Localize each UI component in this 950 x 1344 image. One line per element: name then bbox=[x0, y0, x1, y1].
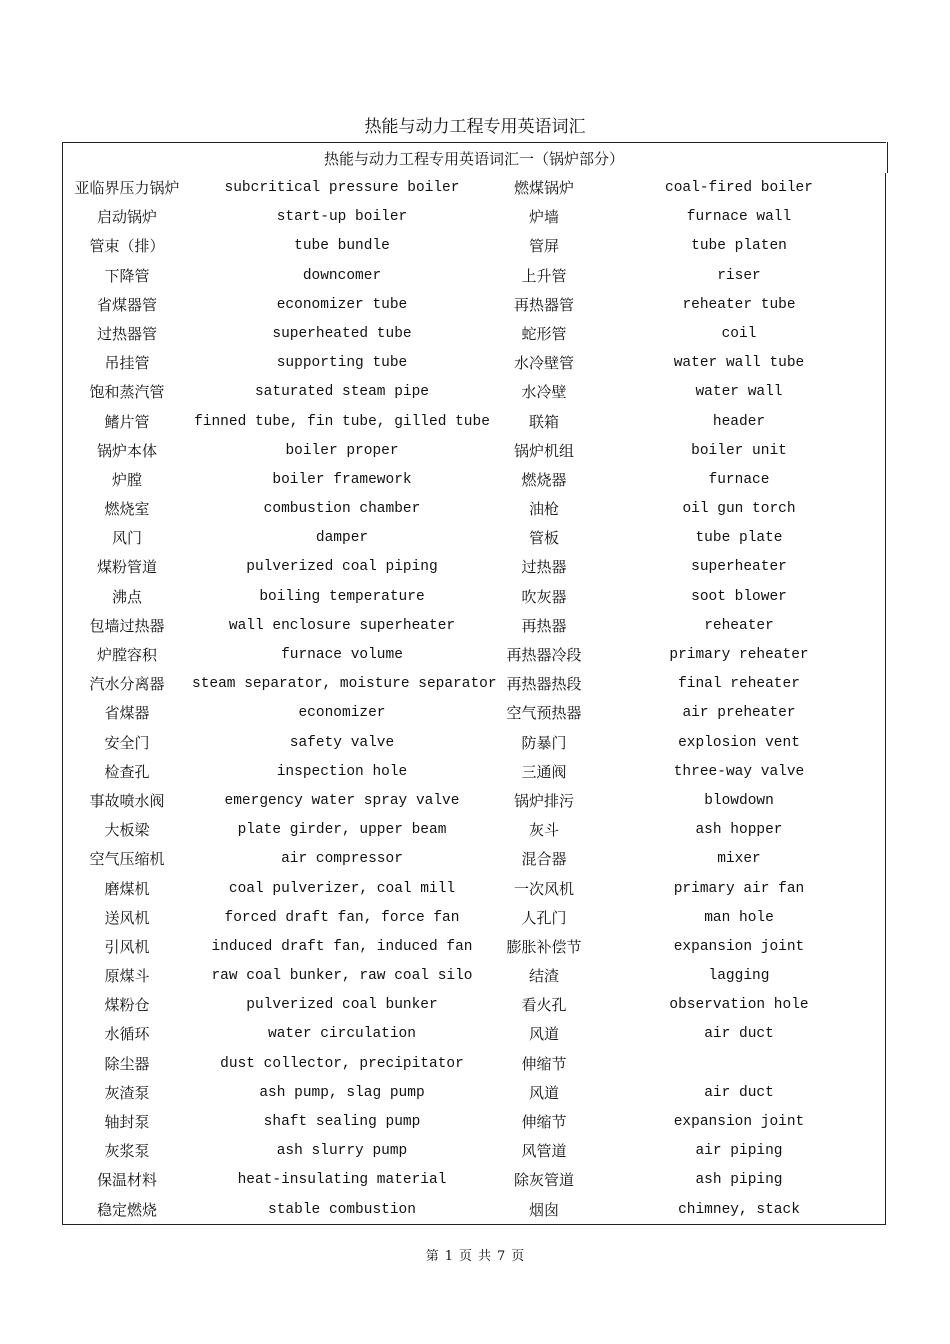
vocabulary-table bbox=[62, 174, 886, 1225]
term-chinese-right: 人孔门 bbox=[521, 908, 567, 927]
term-chinese-right: 结渣 bbox=[528, 967, 559, 986]
term-chinese-left: 事故喷水阀 bbox=[89, 791, 165, 810]
table-row bbox=[62, 845, 886, 874]
term-english-right: air piping bbox=[695, 1143, 783, 1160]
term-english-left: air compressor bbox=[281, 851, 403, 868]
term-english-right: water wall tube bbox=[673, 355, 805, 372]
term-english-right: three-way valve bbox=[673, 763, 805, 780]
term-english-left: inspection hole bbox=[276, 763, 408, 780]
term-english-right: expansion joint bbox=[673, 938, 805, 955]
term-chinese-left: 煤粉仓 bbox=[104, 996, 150, 1015]
term-english-right: ash piping bbox=[695, 1172, 783, 1189]
term-english-right: ash hopper bbox=[695, 822, 783, 839]
term-chinese-left: 灰浆泵 bbox=[104, 1142, 150, 1161]
term-english-left: boiler proper bbox=[285, 442, 399, 459]
term-english-left: raw coal bunker, raw coal silo bbox=[211, 968, 473, 985]
term-chinese-left: 保温材料 bbox=[96, 1171, 157, 1190]
table-row bbox=[62, 1050, 886, 1079]
term-english-left: steam separator, moisture separator bbox=[192, 676, 497, 693]
term-chinese-right: 再热器 bbox=[521, 616, 567, 635]
term-chinese-right: 油枪 bbox=[528, 500, 559, 519]
table-row bbox=[62, 875, 886, 904]
term-chinese-right: 管屏 bbox=[528, 237, 559, 256]
table-row bbox=[62, 962, 886, 991]
term-chinese-left: 炉膛容积 bbox=[96, 646, 157, 664]
term-chinese-left: 风门 bbox=[111, 529, 142, 548]
term-chinese-right: 水冷壁 bbox=[521, 383, 567, 402]
table-row bbox=[62, 729, 886, 758]
term-chinese-right: 联箱 bbox=[528, 412, 559, 431]
term-english-right: primary reheater bbox=[669, 647, 809, 663]
term-chinese-right: 燃烧器 bbox=[521, 470, 567, 489]
table-row bbox=[62, 495, 886, 524]
term-chinese-left: 下降管 bbox=[104, 266, 150, 285]
term-english-right: chimney, stack bbox=[678, 1201, 800, 1218]
term-chinese-right: 伸缩节 bbox=[521, 1054, 567, 1073]
table-row bbox=[62, 378, 886, 407]
table-row bbox=[62, 1079, 886, 1108]
term-english-left: superheated tube bbox=[272, 325, 412, 342]
table-row bbox=[62, 466, 886, 495]
term-english-right: oil gun torch bbox=[682, 501, 796, 518]
term-english-left: boiling temperature bbox=[259, 588, 425, 605]
term-chinese-left: 安全门 bbox=[104, 733, 150, 752]
term-chinese-left: 原煤斗 bbox=[104, 967, 150, 986]
table-row bbox=[62, 174, 886, 203]
term-chinese-right: 混合器 bbox=[521, 850, 567, 869]
term-english-right: soot blower bbox=[691, 588, 787, 605]
term-english-left: finned tube, fin tube, gilled tube bbox=[194, 413, 490, 430]
term-chinese-left: 送风机 bbox=[104, 908, 150, 927]
term-chinese-left: 锅炉本体 bbox=[96, 441, 157, 460]
table-row bbox=[62, 583, 886, 612]
term-english-right: header bbox=[712, 413, 766, 430]
term-chinese-right: 三通阀 bbox=[521, 762, 567, 781]
term-chinese-left: 引风机 bbox=[104, 937, 150, 956]
table-row bbox=[62, 203, 886, 232]
term-chinese-left: 稳定燃烧 bbox=[96, 1200, 157, 1219]
footer-total-pages: 7 bbox=[497, 1249, 506, 1264]
section-header: 热能与动力工程专用英语词汇一（锅炉部分） bbox=[323, 150, 624, 168]
term-chinese-left: 煤粉管道 bbox=[96, 558, 157, 577]
term-english-left: stable combustion bbox=[268, 1201, 416, 1218]
term-chinese-right: 风道 bbox=[528, 1025, 559, 1044]
term-english-left: dust collector, precipitator bbox=[220, 1055, 464, 1072]
page-footer bbox=[0, 1248, 950, 1266]
term-english-left: shaft sealing pump bbox=[263, 1114, 421, 1130]
term-english-right: air duct bbox=[704, 1084, 774, 1101]
term-english-right: superheater bbox=[691, 559, 787, 576]
term-chinese-right: 防暴门 bbox=[521, 733, 567, 752]
term-english-right: furnace bbox=[708, 471, 770, 488]
footer-page-suffix: 页 bbox=[511, 1249, 525, 1264]
term-english-left: forced draft fan, force fan bbox=[224, 909, 460, 926]
term-chinese-right: 再热器管 bbox=[513, 295, 574, 314]
term-chinese-right: 膨胀补偿节 bbox=[506, 937, 582, 956]
term-chinese-right: 空气预热器 bbox=[506, 704, 582, 723]
term-english-left: pulverized coal piping bbox=[246, 559, 438, 576]
footer-page-mid: 页 bbox=[458, 1249, 472, 1264]
term-chinese-right: 蛇形管 bbox=[521, 324, 567, 343]
term-english-left: economizer bbox=[298, 705, 386, 722]
table-row bbox=[62, 904, 886, 933]
table-row bbox=[62, 408, 886, 437]
term-chinese-right: 看火孔 bbox=[521, 996, 567, 1015]
term-chinese-right: 再热器热段 bbox=[506, 675, 582, 694]
term-english-left: heat-insulating material bbox=[237, 1172, 447, 1189]
term-chinese-left: 省煤器 bbox=[104, 704, 150, 723]
term-chinese-left: 亚临界压力锅炉 bbox=[74, 179, 180, 197]
table-row bbox=[62, 699, 886, 728]
term-english-left: emergency water spray valve bbox=[224, 792, 460, 809]
term-chinese-right: 炉墙 bbox=[528, 208, 559, 227]
term-chinese-right: 燃煤锅炉 bbox=[513, 179, 574, 197]
term-chinese-right: 烟囱 bbox=[528, 1200, 559, 1219]
term-chinese-right: 风管道 bbox=[521, 1142, 567, 1161]
term-chinese-right: 风道 bbox=[528, 1083, 559, 1102]
table-row bbox=[62, 232, 886, 261]
term-english-right: primary air fan bbox=[673, 880, 805, 897]
term-english-right: observation hole bbox=[669, 997, 809, 1014]
term-chinese-left: 饱和蒸汽管 bbox=[89, 383, 165, 402]
term-english-right: reheater tube bbox=[682, 296, 796, 313]
table-row bbox=[62, 524, 886, 553]
term-chinese-left: 汽水分离器 bbox=[89, 675, 165, 694]
term-english-right: furnace wall bbox=[686, 209, 792, 226]
term-chinese-left: 轴封泵 bbox=[104, 1113, 150, 1131]
term-chinese-right: 除灰管道 bbox=[513, 1171, 574, 1190]
term-english-left: economizer tube bbox=[276, 296, 408, 313]
document-title: 热能与动力工程专用英语词汇 bbox=[364, 117, 586, 137]
table-row bbox=[62, 553, 886, 582]
term-english-left: boiler framework bbox=[272, 471, 412, 488]
term-chinese-left: 启动锅炉 bbox=[96, 208, 157, 227]
term-chinese-right: 灰斗 bbox=[528, 821, 559, 840]
table-row bbox=[62, 262, 886, 291]
term-chinese-left: 大板梁 bbox=[104, 821, 150, 840]
term-chinese-right: 水冷壁管 bbox=[513, 354, 574, 373]
term-english-left: plate girder, upper beam bbox=[237, 822, 447, 839]
term-english-right: coal-fired boiler bbox=[665, 180, 813, 196]
term-english-left: start-up boiler bbox=[276, 209, 408, 226]
term-chinese-right: 再热器冷段 bbox=[506, 646, 582, 664]
term-chinese-left: 包墙过热器 bbox=[89, 616, 165, 635]
term-english-right: explosion vent bbox=[678, 734, 800, 751]
term-english-right: tube platen bbox=[691, 238, 787, 255]
table-row bbox=[62, 291, 886, 320]
term-chinese-right: 锅炉排污 bbox=[513, 791, 574, 810]
term-chinese-left: 磨煤机 bbox=[104, 879, 150, 898]
term-english-left: downcomer bbox=[302, 267, 382, 284]
term-chinese-left: 灰渣泵 bbox=[104, 1083, 150, 1102]
table-border-right-top bbox=[887, 142, 888, 173]
table-row bbox=[62, 670, 886, 699]
table-row bbox=[62, 437, 886, 466]
term-english-left: pulverized coal bunker bbox=[246, 997, 438, 1014]
term-english-right: final reheater bbox=[678, 676, 800, 693]
term-english-right: man hole bbox=[704, 909, 774, 926]
term-english-right: riser bbox=[717, 267, 761, 284]
term-english-right: lagging bbox=[708, 968, 770, 985]
term-english-right: reheater bbox=[704, 617, 774, 634]
footer-page-number: 1 bbox=[444, 1249, 453, 1264]
table-row bbox=[62, 787, 886, 816]
table-row bbox=[62, 1020, 886, 1049]
term-english-right: tube plate bbox=[695, 530, 783, 547]
term-chinese-right: 过热器 bbox=[521, 558, 567, 577]
term-chinese-left: 检查孔 bbox=[104, 762, 150, 781]
term-english-right: water wall bbox=[695, 384, 783, 401]
term-chinese-right: 锅炉机组 bbox=[513, 441, 574, 460]
footer-page-prefix: 第 bbox=[425, 1249, 439, 1264]
term-chinese-right: 吹灰器 bbox=[521, 587, 567, 606]
term-chinese-left: 沸点 bbox=[111, 587, 142, 606]
term-english-right: air duct bbox=[704, 1026, 774, 1043]
table-row bbox=[62, 816, 886, 845]
term-english-left: ash pump, slag pump bbox=[259, 1084, 425, 1101]
table-row bbox=[62, 320, 886, 349]
table-row bbox=[62, 641, 886, 670]
term-english-left: damper bbox=[315, 530, 369, 547]
term-chinese-left: 炉膛 bbox=[111, 470, 142, 489]
term-english-left: wall enclosure superheater bbox=[228, 617, 456, 634]
term-english-right bbox=[622, 1050, 856, 1079]
term-chinese-right: 上升管 bbox=[521, 266, 567, 285]
term-chinese-left: 水循环 bbox=[104, 1025, 150, 1044]
term-chinese-left: 空气压缩机 bbox=[89, 850, 165, 869]
term-english-left: tube bundle bbox=[294, 238, 390, 255]
term-chinese-left: 过热器管 bbox=[96, 324, 157, 343]
table-row bbox=[62, 612, 886, 641]
table-row bbox=[62, 1137, 886, 1166]
term-chinese-right: 管板 bbox=[528, 529, 559, 548]
term-english-right: boiler unit bbox=[691, 442, 787, 459]
term-english-left: furnace volume bbox=[281, 647, 403, 663]
term-english-right: coil bbox=[721, 325, 757, 342]
term-english-right: expansion joint bbox=[673, 1114, 805, 1130]
term-chinese-right: 一次风机 bbox=[513, 879, 574, 898]
term-chinese-right: 伸缩节 bbox=[521, 1113, 567, 1131]
term-chinese-left: 鳍片管 bbox=[104, 412, 150, 431]
table-row bbox=[62, 933, 886, 962]
table-row bbox=[62, 349, 886, 378]
term-english-right: air preheater bbox=[682, 705, 796, 722]
term-english-left: supporting tube bbox=[276, 355, 408, 372]
term-english-right: blowdown bbox=[704, 792, 774, 809]
term-english-left: subcritical pressure boiler bbox=[224, 180, 460, 196]
term-chinese-left: 燃烧室 bbox=[104, 500, 150, 519]
table-row bbox=[62, 991, 886, 1020]
table-row bbox=[62, 1166, 886, 1195]
table-row bbox=[62, 1108, 886, 1137]
term-chinese-left: 吊挂管 bbox=[104, 354, 150, 373]
term-english-left: induced draft fan, induced fan bbox=[211, 938, 473, 955]
term-english-right: mixer bbox=[717, 851, 761, 868]
table-row bbox=[62, 1196, 886, 1225]
term-english-left: safety valve bbox=[289, 734, 395, 751]
term-english-left: combustion chamber bbox=[263, 501, 421, 518]
table-row bbox=[62, 758, 886, 787]
term-english-left: water circulation bbox=[268, 1026, 416, 1043]
term-english-left: saturated steam pipe bbox=[254, 384, 430, 401]
term-english-left: coal pulverizer, coal mill bbox=[228, 880, 456, 897]
term-chinese-left: 除尘器 bbox=[104, 1054, 150, 1073]
term-english-left: ash slurry pump bbox=[276, 1143, 408, 1160]
term-chinese-left: 管束（排） bbox=[89, 237, 165, 256]
term-chinese-left: 省煤器管 bbox=[96, 295, 157, 314]
footer-total-prefix: 共 bbox=[478, 1249, 492, 1264]
